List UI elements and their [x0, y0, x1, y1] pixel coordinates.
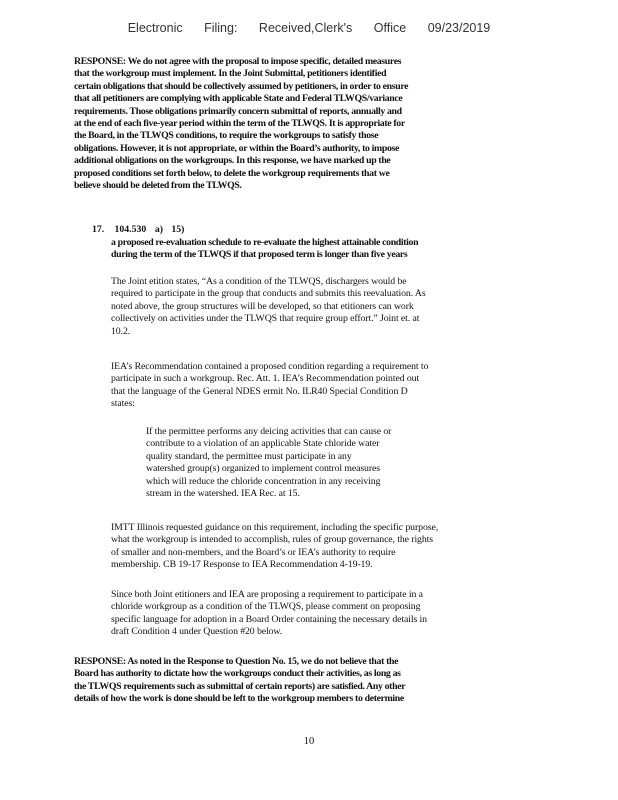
- text-line: states:: [111, 398, 135, 410]
- text-line: the Board, in the TLWQS conditions, to require the workgroups to satisfy those: [74, 130, 379, 142]
- text-line: membership. CB 19-17 Response to IEA Recommendation 4-19-19.: [111, 559, 373, 571]
- question-item: 15): [171, 224, 185, 235]
- text-line: The Joint etition states, “As a condition of the TLWQS, dischargers would be: [111, 276, 407, 287]
- text-line: believe should be deleted from the TLWQS.: [74, 180, 242, 192]
- text-line: draft Condition 4 under Question #20 below.: [111, 626, 283, 638]
- text-line: chloride workgroup as a condition of the TLWQS, please comment on proposing: [111, 601, 421, 613]
- text-line: RESPONSE: We do not agree with the proposal to impose specific, detailed measures: [74, 56, 402, 67]
- filing-header: [0, 21, 618, 35]
- question-paragraph-3: [111, 522, 438, 572]
- question-paragraph-4: [111, 589, 427, 639]
- text-line: required to participate in the group that conducts and submits this reevaluation. As: [111, 288, 426, 300]
- response-paragraph-1: [74, 56, 408, 192]
- text-line: during the term of the TLWQS if that proposed term is longer than five years: [111, 249, 408, 261]
- question-section: 104.530: [114, 224, 147, 235]
- text-line: specific language for adoption in a Board Order containing the necessary details in: [111, 613, 427, 625]
- text-line: proposed conditions set forth below, to delete the workgroup requirements that we: [74, 167, 390, 179]
- block-quote: [146, 426, 391, 500]
- text-line: what the workgroup is intended to accomplish, rules of group governance, the rights: [111, 534, 433, 546]
- text-line: RESPONSE: As noted in the Response to Question No. 15, we do not believe that the: [74, 656, 399, 667]
- text-line: If the permittee performs any deicing activities that can cause or: [146, 426, 392, 437]
- question-number-row: [92, 224, 184, 235]
- text-line: requirements. Those obligations primarily concern submittal of reports, annually and: [74, 105, 402, 117]
- header-word: Electronic: [127, 21, 183, 35]
- header-date: 09/23/2019: [427, 21, 491, 35]
- text-line: noted above, the group structures will be developed, so that etitioners can work: [111, 300, 414, 312]
- text-line: details of how the work is done should be left to the workgroup members to determine: [74, 693, 404, 705]
- text-line: IEA’s Recommendation contained a proposed condition regarding a requirement to: [111, 361, 429, 372]
- header-word: Office: [373, 21, 407, 35]
- text-line: that the workgroup must implement. In the Joint Submittal, petitioners identified: [74, 68, 387, 80]
- text-line: quality standard, the permittee must participate in any: [146, 450, 352, 462]
- header-word: Filing:: [204, 21, 238, 35]
- question-number: 17.: [92, 224, 105, 235]
- text-line: collectively on activities under the TLWQS that require group effort.” Joint et. at: [111, 313, 420, 325]
- text-line: watershed group(s) organized to implement control measures: [146, 463, 380, 475]
- text-line: of smaller and non-members, and the Board’s or IEA’s authority to require: [111, 546, 396, 558]
- text-line: which will reduce the chloride concentration in any receiving: [146, 475, 381, 487]
- question-subsection: a): [154, 224, 164, 235]
- text-line: a proposed re-evaluation schedule to re-evaluate the highest attainable condition: [111, 237, 419, 248]
- text-line: Since both Joint etitioners and IEA are proposing a requirement to participate in a: [111, 589, 423, 600]
- text-line: Board has authority to dictate how the workgroups conduct their activities, as long as: [74, 668, 401, 680]
- text-line: participate in such a workgroup. Rec. Att. 1. IEA’s Recommendation pointed out: [111, 373, 420, 385]
- text-line: 10.2.: [111, 325, 131, 337]
- text-line: certain obligations that should be collectively assumed by petitioners, in order to ensure: [74, 80, 409, 92]
- text-line: stream in the watershed. IEA Rec. at 15.: [146, 488, 300, 500]
- text-line: additional obligations on the workgroups. In this response, we have marked up the: [74, 155, 391, 167]
- text-line: that all petitioners are complying with applicable State and Federal TLWQS/variance: [74, 93, 403, 105]
- question-paragraph-1: [111, 276, 426, 338]
- header-word: Received,Clerk's: [258, 21, 353, 35]
- response-paragraph-2: [74, 656, 405, 706]
- text-line: the TLWQS requirements such as submittal of certain reports) are satisfied. Any other: [74, 680, 406, 692]
- page-number: 10: [303, 736, 315, 747]
- text-line: contribute to a violation of an applicable State chloride water: [146, 438, 380, 450]
- text-line: obligations. However, it is not appropriate, or within the Board’s authority, to impose: [74, 142, 399, 154]
- text-line: at the end of each five-year period within the term of the TLWQS. It is appropriate for: [74, 118, 405, 130]
- text-line: that the language of the General NDES ermit No. ILR40 Special Condition D: [111, 385, 408, 397]
- question-heading: [111, 237, 418, 262]
- text-line: IMTT Illinois requested guidance on this requirement, including the specific purpose,: [111, 522, 439, 533]
- question-paragraph-2: [111, 361, 428, 411]
